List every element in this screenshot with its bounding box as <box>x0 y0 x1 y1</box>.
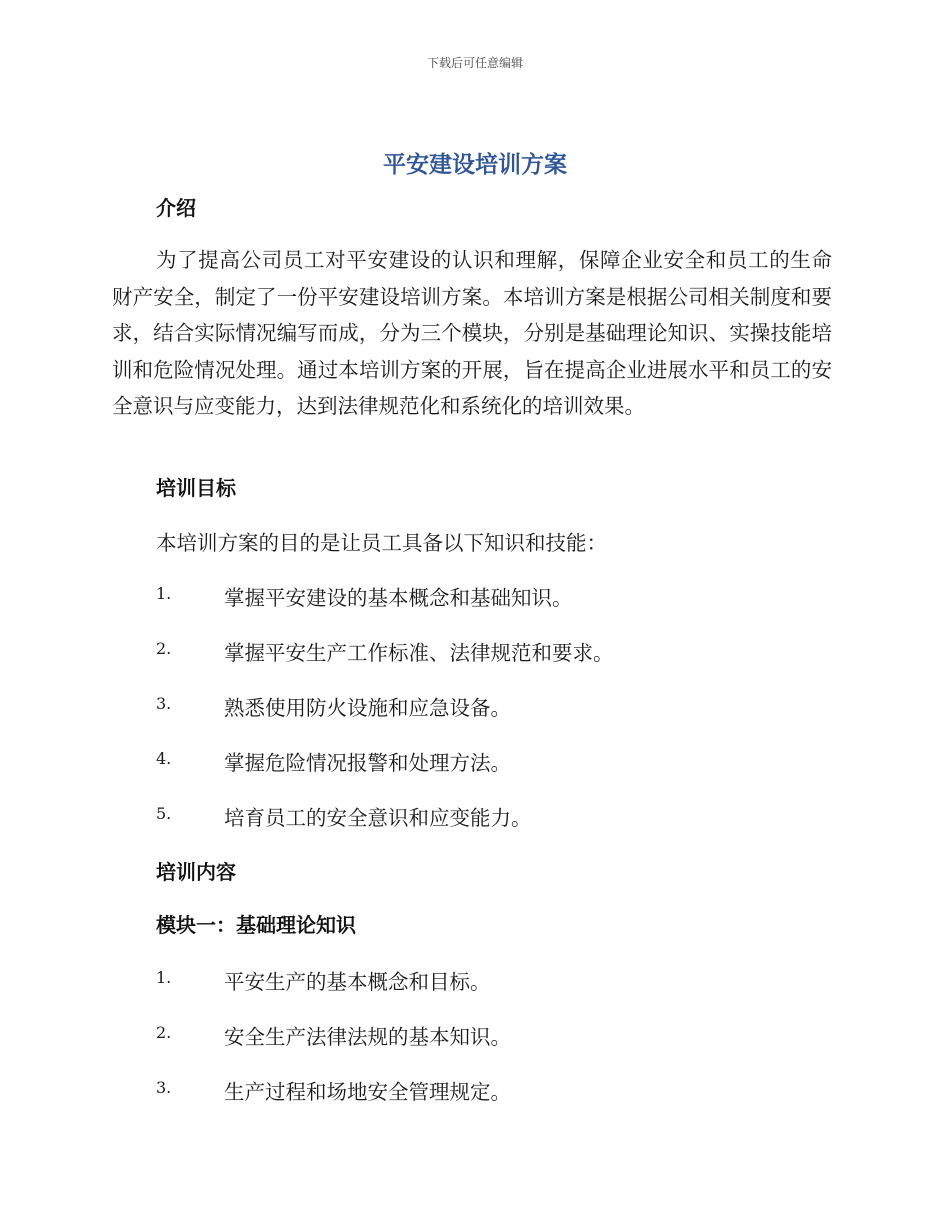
document-title: 平安建设培训方案 <box>383 152 567 178</box>
list-number: 3. <box>156 694 172 713</box>
header-note: 下载后可任意编辑 <box>426 56 523 70</box>
list-number: 1. <box>156 584 172 603</box>
list-item <box>156 1075 856 1105</box>
list-number: 2. <box>156 1023 172 1042</box>
module-heading-1: 模块一：基础理论知识 <box>156 913 356 937</box>
list-item <box>156 691 856 721</box>
section-heading-content: 培训内容 <box>156 860 236 884</box>
list-item <box>156 801 856 831</box>
section-heading-intro: 介绍 <box>156 196 196 220</box>
list-number: 3. <box>156 1078 172 1097</box>
list-text: 平安生产的基本概念和目标。 <box>224 970 491 994</box>
goals-lead-text: 本培训方案的目的是让员工具备以下知识和技能： <box>156 531 607 555</box>
list-text: 培育员工的安全意识和应变能力。 <box>224 806 532 830</box>
list-number: 4. <box>156 749 172 768</box>
list-number: 5. <box>156 804 172 823</box>
list-item <box>156 965 856 995</box>
list-item <box>156 746 856 776</box>
list-text: 掌握危险情况报警和处理方法。 <box>224 751 511 775</box>
list-item <box>156 1020 856 1050</box>
list-number: 1. <box>156 968 172 987</box>
intro-paragraph: 为了提高公司员工对平安建设的认识和理解，保障企业安全和员工的生命财产安全，制定了一份平安建设培训方案。本培训方案是根据公司相关制度和要求，结合实际情况编写而成，分为三个模块，分别是基础理论知识、实操技能培训和危险情况处理。通过本培训方案的开展，旨在提高企业进展水平和员工的安全意识与应变能力，达到法律规范化和系统化的培训效果。 <box>112 248 832 418</box>
list-text: 生产过程和场地安全管理规定。 <box>224 1080 511 1104</box>
list-text: 掌握平安生产工作标准、法律规范和要求。 <box>224 641 614 665</box>
section-heading-goals: 培训目标 <box>156 476 236 500</box>
list-item <box>156 581 856 611</box>
list-text: 掌握平安建设的基本概念和基础知识。 <box>224 586 573 610</box>
list-text: 熟悉使用防火设施和应急设备。 <box>224 696 511 720</box>
list-text: 安全生产法律法规的基本知识。 <box>224 1025 511 1049</box>
list-number: 2. <box>156 639 172 658</box>
list-item <box>156 636 856 666</box>
